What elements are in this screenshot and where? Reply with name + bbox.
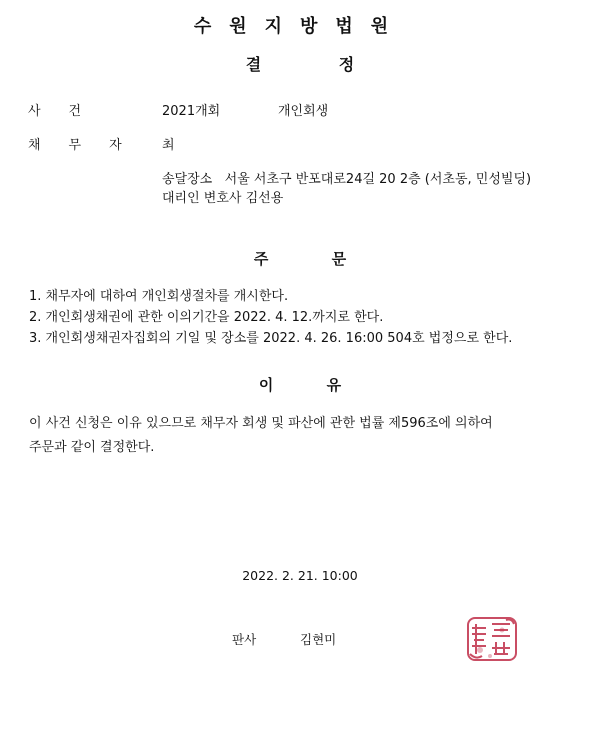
court-seal-icon bbox=[462, 610, 522, 668]
order-item: 3. 개인회생채권자집회의 기일 및 장소를 2022. 4. 26. 16:00 504호 법정으로 한다. bbox=[29, 331, 513, 346]
document-title: 결 정 bbox=[245, 55, 355, 74]
order-heading: 주 문 bbox=[253, 250, 347, 268]
service-address-label: 송달장소 bbox=[162, 172, 213, 187]
agent-name: 김선용 bbox=[245, 191, 284, 206]
reason-line: 이 사건 신청은 이유 있으므로 채무자 회생 및 파산에 관한 법률 제596조에 의하여 bbox=[29, 416, 493, 431]
order-item: 2. 개인회생채권에 관한 이의기간을 2022. 4. 12.까지로 한다. bbox=[29, 310, 384, 325]
judge-name: 김현미 bbox=[300, 632, 337, 647]
service-address: 서울 서초구 반포대로24길 20 2층 (서초동, 민성빌딩) bbox=[224, 172, 532, 187]
reason-text bbox=[29, 413, 493, 458]
decision-date: 2022. 2. 21. 10:00 bbox=[242, 568, 358, 583]
debtor-name: 최 bbox=[162, 138, 175, 153]
case-number: 2021개회 bbox=[162, 104, 221, 119]
reason-heading: 이 유 bbox=[258, 376, 342, 394]
judge-title: 판사 bbox=[232, 632, 257, 647]
case-label: 사건 bbox=[28, 104, 110, 119]
reason-line: 주문과 같이 결정한다. bbox=[29, 440, 155, 455]
debtor-label: 채무자 bbox=[28, 138, 150, 153]
court-name: 수원지방법원 bbox=[193, 16, 407, 37]
agent-line bbox=[162, 187, 283, 206]
order-item: 1. 채무자에 대하여 개인회생절차를 개시한다. bbox=[29, 289, 289, 304]
service-address-line bbox=[162, 168, 531, 187]
agent-label: 대리인 변호사 bbox=[162, 191, 242, 206]
case-name: 개인회생 bbox=[278, 104, 329, 119]
order-list bbox=[29, 286, 512, 349]
